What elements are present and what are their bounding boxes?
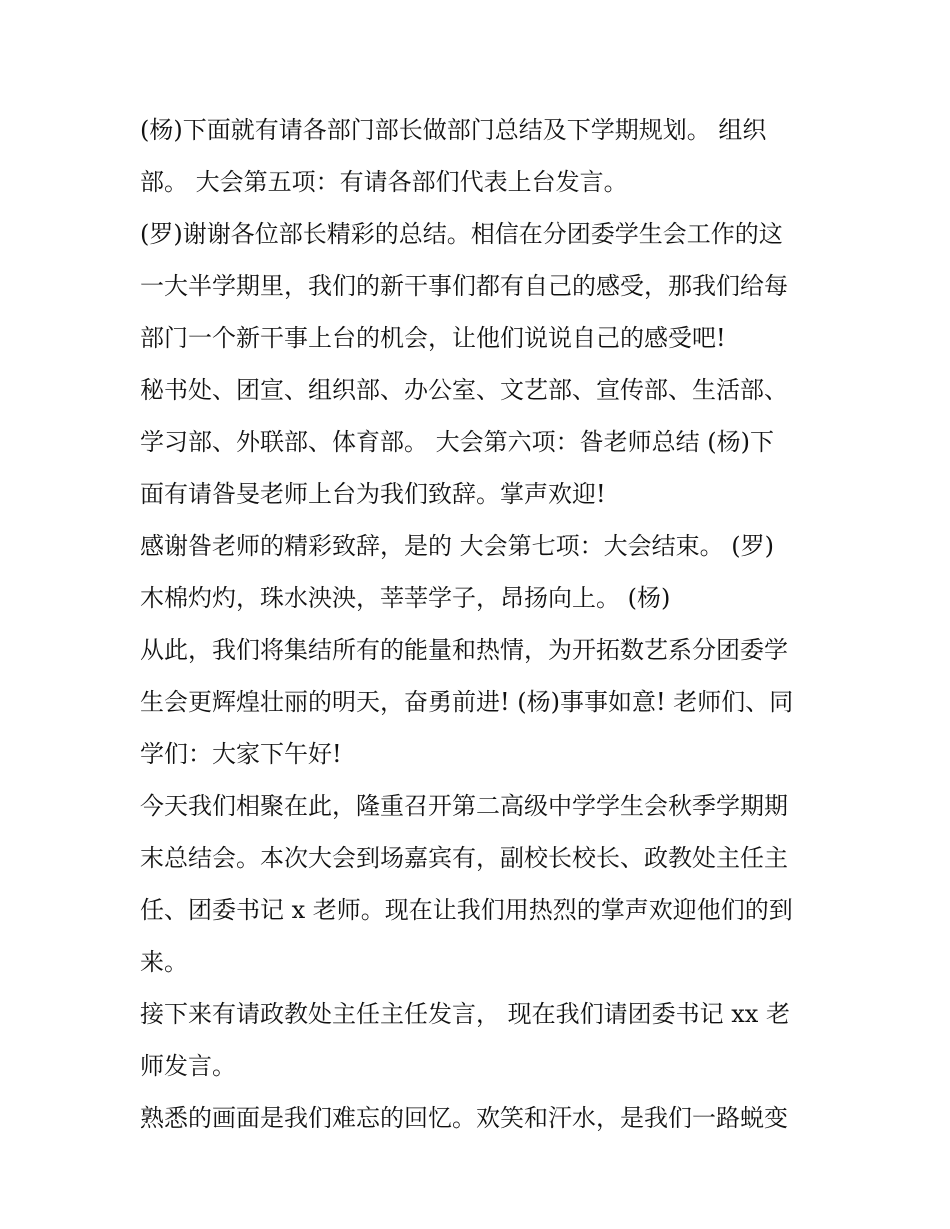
text-line: 秘书处、团宣、组织部、办公室、文艺部、宣传部、生活部、 bbox=[140, 376, 788, 404]
text-line: 部门一个新干事上台的机会，让他们说说自己的感受吧! bbox=[140, 324, 726, 352]
text-line: 来。 bbox=[140, 948, 188, 976]
text-line: 学习部、外联部、体育部。 大会第六项：昝老师总结 (杨)下 bbox=[140, 428, 774, 456]
text-line: 面有请昝旻老师上台为我们致辞。掌声欢迎! bbox=[140, 480, 606, 508]
text-line: (罗)谢谢各位部长精彩的总结。相信在分团委学生会工作的这 bbox=[140, 220, 783, 248]
text-line: 生会更辉煌壮丽的明天，奋勇前进! (杨)事事如意! 老师们、同 bbox=[140, 688, 794, 716]
document-body bbox=[140, 104, 820, 1144]
text-line: 从此，我们将集结所有的能量和热情，为开拓数艺系分团委学 bbox=[140, 636, 788, 664]
text-line: 末总结会。本次大会到场嘉宾有，副校长校长、政教处主任主 bbox=[140, 844, 788, 872]
text-line: 今天我们相聚在此，隆重召开第二高级中学学生会秋季学期期 bbox=[140, 792, 788, 820]
text-line: 接下来有请政教处主任主任发言， 现在我们请团委书记 xx 老 bbox=[140, 1000, 790, 1028]
text-line: 一大半学期里，我们的新干事们都有自己的感受，那我们给每 bbox=[140, 272, 788, 300]
text-line: 学们：大家下午好! bbox=[140, 740, 342, 768]
text-line: 部。 大会第五项：有请各部们代表上台发言。 bbox=[140, 168, 628, 196]
text-line: 感谢昝老师的精彩致辞，是的 大会第七项：大会结束。 (罗) bbox=[140, 532, 774, 560]
text-line: 师发言。 bbox=[140, 1052, 236, 1080]
text-line: 木棉灼灼，珠水泱泱，莘莘学子，昂扬向上。 (杨) bbox=[140, 584, 671, 612]
text-line: (杨)下面就有请各部门部长做部门总结及下学期规划。 组织 bbox=[140, 116, 767, 144]
text-line: 熟悉的画面是我们难忘的回忆。欢笑和汗水，是我们一路蜕变 bbox=[140, 1104, 788, 1132]
text-line: 任、团委书记 x 老师。现在让我们用热烈的掌声欢迎他们的到 bbox=[140, 896, 793, 924]
